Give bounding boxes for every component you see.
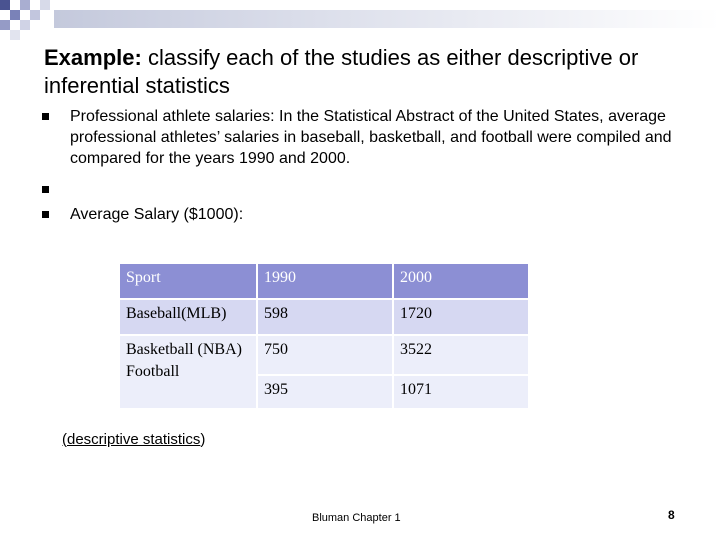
table-cell: Baseball(MLB)	[120, 300, 256, 334]
table-cell: 395	[258, 376, 392, 408]
table-header-cell: Sport	[120, 264, 256, 298]
table-header-row	[120, 264, 528, 298]
page-number: 8	[668, 508, 675, 522]
table-cell: Basketball (NBA) Football	[120, 336, 256, 408]
decorative-checker-pattern	[0, 0, 60, 40]
table-cell: 1720	[394, 300, 528, 334]
square-bullet-icon	[42, 211, 49, 218]
bullet-item	[42, 204, 692, 225]
salary-table	[118, 262, 530, 410]
title-text: classify each of the studies as either descriptive or inferential statistics	[44, 45, 639, 98]
bullet-text: Professional athlete salaries: In the Statistical Abstract of the United States, average professional athletes’ salaries in baseball, basketball, and football were compiled and compared for the years 1990 and 2000.	[70, 108, 672, 167]
slide-title	[44, 44, 704, 100]
square-bullet-icon	[42, 113, 49, 120]
note-open-paren: (	[62, 431, 67, 448]
table-cell: 750	[258, 336, 392, 374]
bullet-item	[42, 106, 692, 169]
table-cell: 3522	[394, 336, 528, 374]
note-close-paren: )	[200, 431, 206, 448]
note-text: descriptive statistics	[67, 431, 201, 448]
table-cell: 1071	[394, 376, 528, 408]
table-row	[120, 300, 528, 334]
bullet-item-empty	[42, 179, 692, 200]
slide-footer: Bluman Chapter 1	[312, 512, 401, 524]
table-header-cell: 2000	[394, 264, 528, 298]
bullet-text: Average Salary ($1000):	[70, 206, 244, 223]
table-cell: 598	[258, 300, 392, 334]
table-row	[120, 336, 528, 374]
answer-note	[62, 431, 205, 448]
square-bullet-icon	[42, 186, 49, 193]
title-bold: Example:	[44, 45, 142, 70]
bullet-list	[42, 106, 692, 225]
table-header-cell: 1990	[258, 264, 392, 298]
decorative-header-bar	[54, 10, 720, 28]
